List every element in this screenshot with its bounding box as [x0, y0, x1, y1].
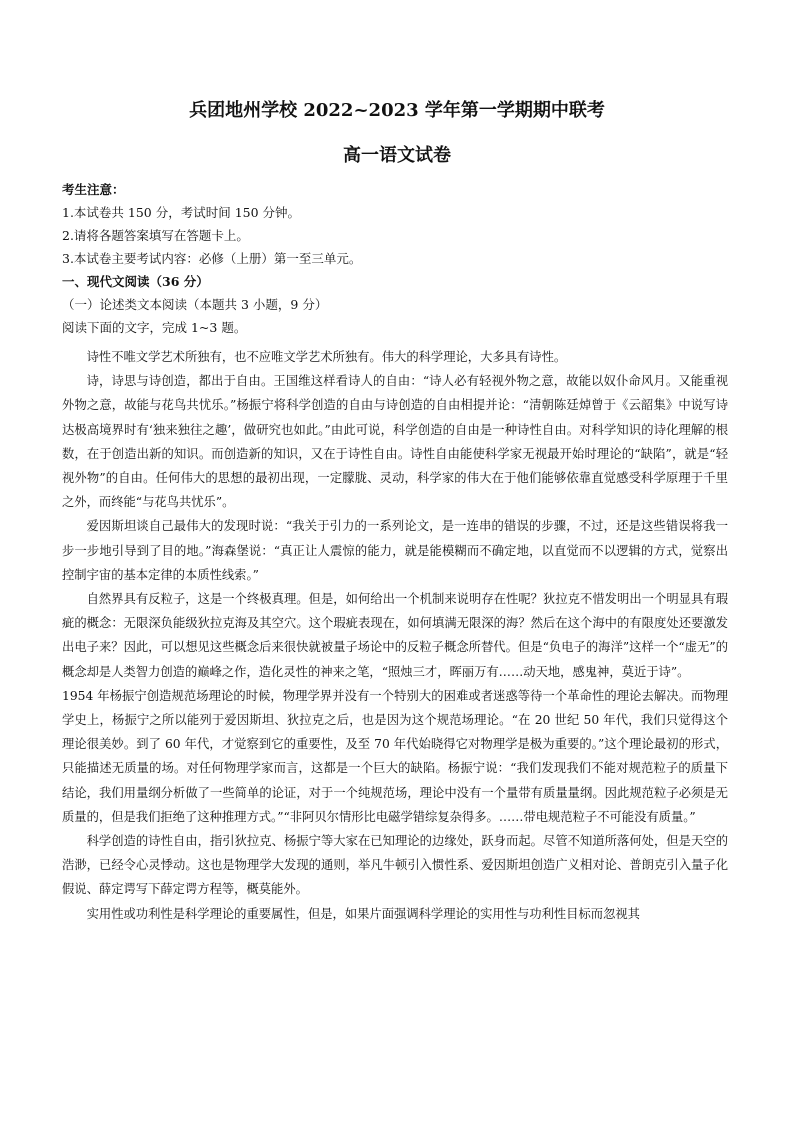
notice-heading: 考生注意：: [62, 182, 125, 197]
passage-paragraph: 爱因斯坦谈自己最伟大的发现时说：“我关于引力的一系列论文，是一连串的错误的步骤，不过，还是这些错误将我一步一步地引导到了目的地。”海森堡说：“真正让人震惊的能力，就是能模糊而不确定地，以直觉而不以逻辑的方式，觉察出控制宇宙的基本定律的本质性线索。”: [62, 519, 728, 582]
exam-title: 兵团地州学校 2022~2023 学年第一学期期中联考: [189, 100, 605, 121]
passage-paragraph: 1954 年杨振宁创造规范场理论的时候，物理学界并没有一个特别大的困难或者迷惑等待一个革命性的理论去解决。而物理学史上，杨振宁之所以能列于爱因斯坦、狄拉克之后，也是因为这个规范场理论。“在 20 世纪 50 年代，我们只觉得这个理论很美妙。到了 60 年代，才觉察到它的重要性，及至 70 年代始晓得它对物理学是极为重要的。”这个理论最初的形式，只能描述无质量的场。对任何物理学家而言，这都是一个巨大的缺陷。杨振宁说：“我们发现我们不能对规范粒子的质量下结论，我们用量纲分析做了一些简单的论证，对于一个纯规范场，理论中没有一个量带有质量量纲。因此规范粒子必须是无质量的，但是我们拒绝了这种推理方式。”“非阿贝尔情形比电磁学错综复杂得多。……带电规范粒子不可能没有质量。”: [62, 688, 728, 824]
notice-item: 3.本试卷主要考试内容：必修（上册）第一至三单元。: [62, 251, 362, 266]
passage-paragraph: 实用性或功利性是科学理论的重要属性，但是，如果片面强调科学理论的实用性与功利性目标而忽视其: [86, 906, 640, 921]
section-heading: 一、现代文阅读（36 分）: [62, 274, 209, 289]
passage-paragraph: 自然界具有反粒子，这是一个终极真理。但是，如何给出一个机制来说明存在性呢？狄拉克不惜发明出一个明显具有瑕疵的概念：无限深负能级狄拉克海及其空穴。这个瑕疵表现在，如何填满无限深的海？然后在这个海中的有限度处还要激发出电子来？因此，可以想见这些概念后来很快就被量子场论中的反粒子概念所替代。但是“负电子的海洋”这样一个“虚无”的概念却是人类智力创造的巅峰之作，造化灵性的神来之笔，“照烛三才，晖丽万有……动天地，感鬼神，莫近于诗”。: [62, 592, 728, 679]
notice-item: 2.请将各题答案填写在答题卡上。: [62, 228, 249, 243]
notice-item: 1.本试卷共 150 分，考试时间 150 分钟。: [62, 205, 301, 220]
reading-instruction: 阅读下面的文字，完成 1~3 题。: [62, 320, 247, 335]
passage-paragraph: 诗，诗思与诗创造，都出于自由。王国维这样看诗人的自由：“诗人必有轻视外物之意，故能以奴仆命风月。又能重视外物之意，故能与花鸟共忧乐。”杨振宁将科学创造的自由与诗创造的自由相提并论：“清朝陈廷焯曾于《云韶集》中说写诗达极高境界时有‘独来独往之趣’，做研究也如此。”由此可说，科学创造的自由是一种诗性自由。对科学知识的诗化理解的根数，在于创造出新的知识。而创造新的知识，又在于诗性自由。诗性自由能使科学家无视最开始时理论的“缺陷”，就是“轻视外物”的自由。任何伟大的思想的最初出现，一定朦胧、灵动，科学家的伟大在于他们能够依靠直觉感受科学原理于千里之外，而终能“与花鸟共忧乐”。: [62, 374, 728, 510]
exam-notice: [62, 178, 752, 339]
exam-subtitle: 高一语文试卷: [343, 145, 451, 166]
passage-paragraph: 科学创造的诗性自由，指引狄拉克、杨振宁等大家在已知理论的边缘处，跃身而起。尽管不知道所落何处，但是天空的浩渺，已经令心灵悸动。这也是物理学大发现的通则，举凡牛顿引入惯性系、爱因斯坦创造广义相对论、普朗克引入量子化假说、薛定谔写下薛定谔方程等，概莫能外。: [62, 834, 728, 897]
subsection-heading: （一）论述类文本阅读（本题共 3 小题，9 分）: [62, 297, 328, 312]
passage: [62, 345, 728, 926]
passage-paragraph: 诗性不唯文学艺术所独有，也不应唯文学艺术所独有。伟大的科学理论，大多具有诗性。: [86, 350, 567, 364]
